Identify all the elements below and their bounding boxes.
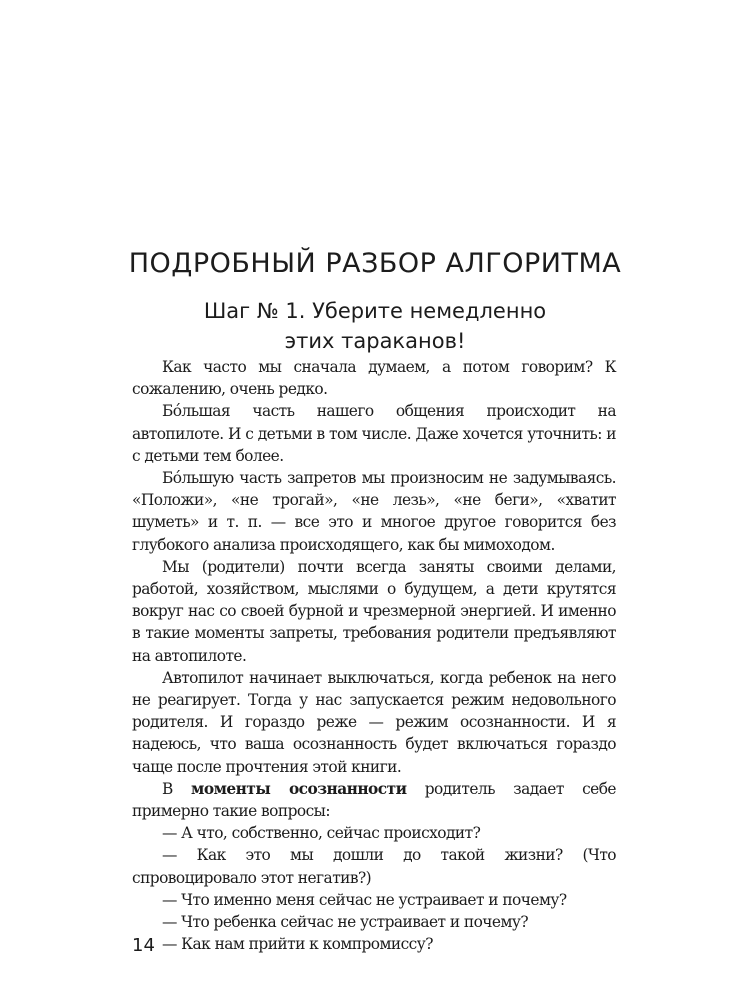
body-text (132, 356, 616, 955)
question-2: — Как это мы дошли до такой жизни? (Что спровоцировало этот негатив?) (132, 846, 616, 887)
paragraph-1: Как часто мы сначала думаем, а потом говорим? К сожалению, очень редко. (132, 358, 616, 399)
section-title-line-1: Шаг № 1. Уберите немедленно (203, 299, 547, 323)
section-title-line-2: этих тараканов! (284, 329, 466, 353)
question-4: — Что ребенка сейчас не устраивает и почему? (162, 913, 529, 932)
awareness-paragraph (132, 778, 616, 822)
paragraph-3: Бóльшую часть запретов мы произносим не задумываясь. «Положи», «не трогай», «не лезь», «не беги», «хватит шуметь» и т. п. — все это и многое другое говорится без глубокого анализа происходящего, как бы мимоходом. (132, 469, 616, 554)
question-5: — Как нам прийти к компромиссу? (162, 935, 433, 954)
section-title (0, 296, 750, 356)
chapter-title: ПОДРОБНЫЙ РАЗБОР АЛГОРИТМА (128, 248, 622, 279)
paragraph-5: Автопилот начинает выключаться, когда ребенок на него не реагирует. Тогда у нас запускается режим недовольного родителя. И гораздо реже — режим осознанности. И я надеюсь, что ваша осознанность будет включаться гораздо чаще после прочтения этой книги. (132, 668, 616, 776)
page-number: 14 (132, 935, 155, 956)
paragraph-2: Бóльшая часть нашего общения происходит на автопилоте. И с детьми в том числе. Даже хочется уточнить: и с детьми тем более. (132, 402, 616, 465)
awareness-suffix: родитель задает себе примерно такие вопросы: (132, 779, 616, 821)
awareness-prefix: В (162, 779, 192, 798)
awareness-bold-phrase: моменты осознанности (191, 779, 407, 798)
paragraph-4: Мы (родители) почти всегда заняты своими делами, работой, хозяйством, мыслями о будущем, а дети крутятся вокруг нас со своей бурной и чрезмерной энергией. И именно в такие моменты запреты, требования родители предъявляют на автопилоте. (132, 557, 616, 665)
question-1: — А что, собственно, сейчас происходит? (162, 824, 481, 843)
question-3: — Что именно меня сейчас не устраивает и почему? (162, 890, 567, 909)
